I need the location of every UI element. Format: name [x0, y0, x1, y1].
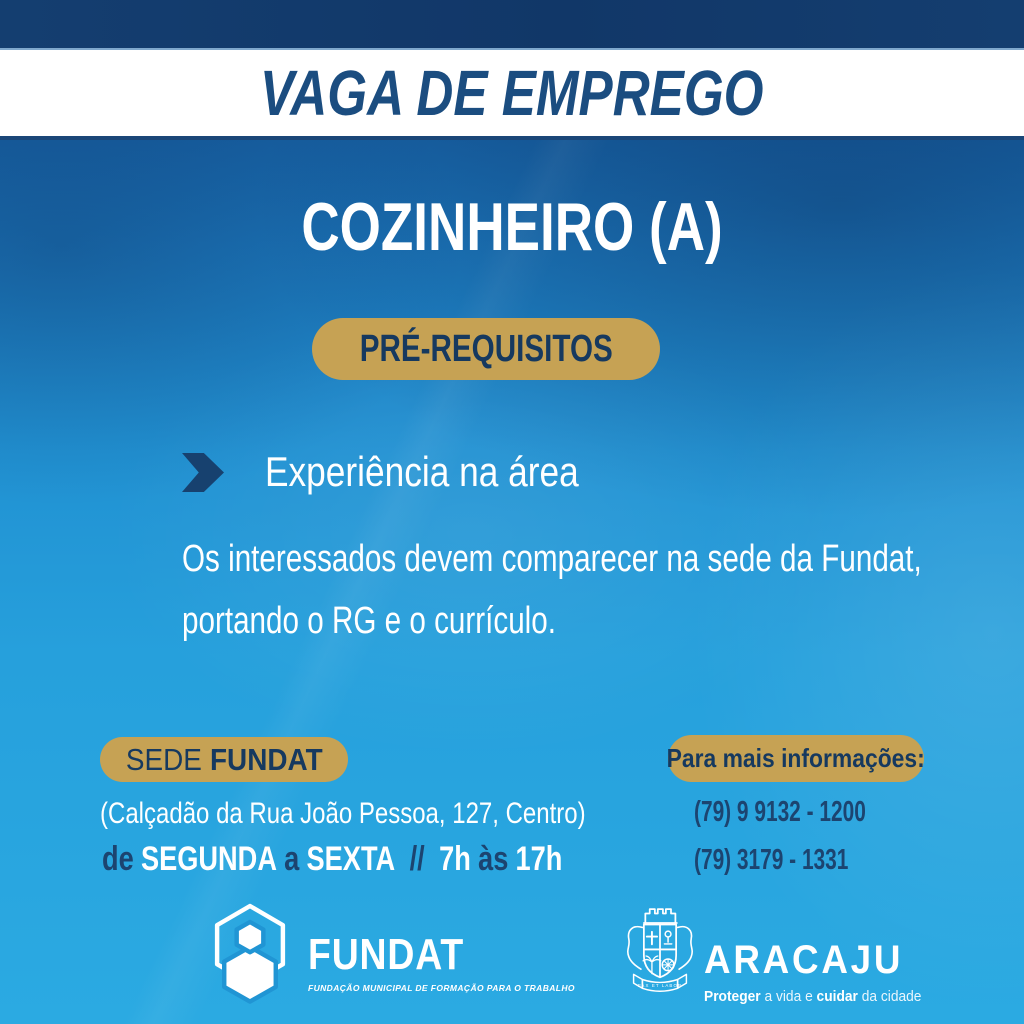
fundat-logo-text	[308, 930, 575, 993]
aracaju-crest-icon	[616, 896, 704, 1008]
instructions-line-1: Os interessados devem comparecer na sede da Fundat,	[182, 538, 922, 580]
schedule-de: de	[102, 840, 134, 878]
location-badge-inner	[126, 742, 323, 778]
fundat-hexagon-logo-icon	[210, 898, 290, 1010]
requirements-badge	[312, 318, 660, 380]
contact-badge-label: Para mais informações:	[666, 743, 926, 773]
aracaju-crest-motto: PAX ET LABOR	[637, 983, 683, 989]
schedule-day-start: SEGUNDA	[140, 840, 277, 878]
schedule-as: às	[478, 840, 509, 878]
aracaju-tagline-mid: a vida e	[760, 989, 817, 1005]
aracaju-wordmark: ARACAJU	[704, 938, 904, 982]
phone-mobile: (79) 9 9132 - 1200	[694, 796, 866, 828]
schedule-time-end: 17h	[515, 840, 563, 878]
aracaju-tagline-bold2: cuidar	[816, 989, 858, 1005]
requirement-item: Experiência na área	[265, 448, 579, 495]
location-badge	[100, 737, 348, 782]
location-badge-prefix: SEDE	[125, 741, 202, 777]
fundat-wordmark: FUNDAT	[308, 930, 465, 979]
schedule-time-start: 7h	[439, 840, 471, 878]
aracaju-tagline-bold1: Proteger	[704, 989, 761, 1005]
top-navy-bar	[0, 0, 1024, 50]
aracaju-tagline-end: da cidade	[857, 989, 922, 1005]
poster-title: VAGA DE EMPREGO	[260, 57, 764, 129]
fundat-tagline: FUNDAÇÃO MUNICIPAL DE FORMAÇÃO PARA O TRABALHO	[308, 983, 575, 993]
aracaju-tagline	[704, 989, 921, 1005]
chevron-bullet-icon	[182, 453, 224, 492]
job-title: COZINHEIRO (A)	[301, 189, 723, 265]
schedule-a: a	[284, 840, 300, 878]
aracaju-logo-text	[704, 938, 933, 1005]
instructions-text	[182, 528, 922, 652]
location-badge-name: FUNDAT	[209, 741, 323, 777]
schedule-day-end: SEXTA	[306, 840, 396, 878]
instructions-line-2: portando o RG e o currículo.	[182, 600, 556, 642]
phone-landline: (79) 3179 - 1331	[694, 844, 849, 876]
address-text: (Calçadão da Rua João Pessoa, 127, Centro)	[100, 797, 586, 830]
requirements-badge-label: PRÉ-REQUISITOS	[359, 327, 613, 370]
schedule-separator: //	[409, 840, 425, 878]
schedule-text	[102, 840, 562, 879]
title-band	[0, 50, 1024, 140]
contact-badge	[668, 735, 924, 782]
